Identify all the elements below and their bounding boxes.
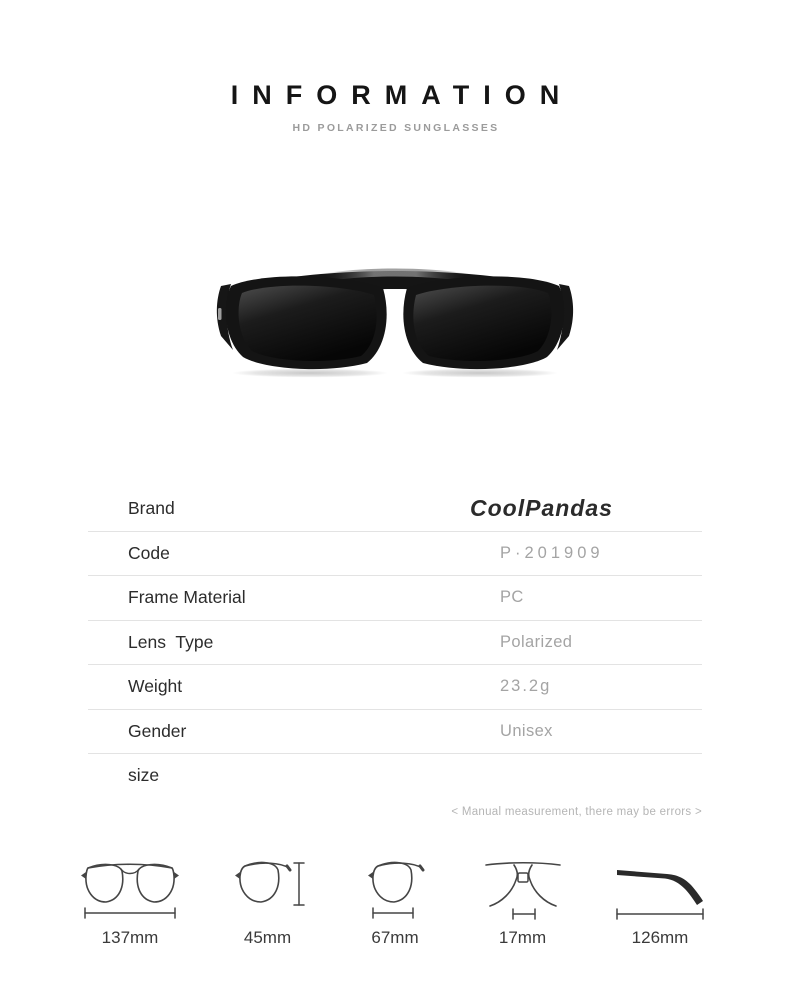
shadow-right — [402, 369, 558, 378]
spec-row-brand — [88, 487, 702, 532]
lens-width-icon — [350, 848, 440, 922]
measurement-temple-length — [600, 848, 720, 948]
spec-label: size — [128, 765, 160, 786]
spec-row-lens-type — [88, 621, 702, 666]
spec-label: Brand — [128, 498, 175, 519]
spec-table — [88, 487, 702, 798]
lens-height-icon — [223, 848, 313, 922]
measurement-lens-height — [218, 848, 318, 948]
spec-row-gender — [88, 710, 702, 755]
spec-row-weight — [88, 665, 702, 710]
lens-height-value: 45mm — [243, 928, 292, 947]
lens-right — [413, 286, 551, 361]
spec-label: Weight — [128, 676, 183, 697]
size-measurements — [70, 848, 720, 948]
spec-row-code — [88, 532, 702, 577]
spec-label: Lens Type — [128, 631, 214, 652]
measurement-lens-width — [345, 848, 445, 948]
frame-width-icon — [75, 848, 185, 922]
spec-value: 23.2g — [500, 677, 552, 696]
spec-row-size — [88, 754, 702, 798]
bridge-width-icon — [478, 848, 568, 922]
spec-value: Polarized — [500, 632, 573, 651]
spec-value: P·201909 — [500, 543, 604, 562]
temple-length-icon — [605, 848, 715, 922]
page-title: INFORMATION — [230, 80, 574, 110]
brand-logo: CoolPandas — [470, 495, 613, 522]
spec-value: Unisex — [500, 721, 553, 740]
spec-label: Frame Material — [128, 587, 246, 608]
spec-label: Code — [128, 542, 170, 563]
lens-width-value: 67mm — [371, 928, 419, 947]
page-subtitle: HD POLARIZED SUNGLASSES — [292, 122, 500, 134]
spec-label: Gender — [128, 720, 187, 741]
temple-length-value: 126mm — [631, 928, 689, 947]
frame-width-value: 137mm — [101, 928, 159, 947]
bridge-width-value: 17mm — [498, 928, 547, 947]
shadow-left — [232, 369, 388, 378]
spec-value: PC — [500, 588, 524, 607]
measurement-frame-width — [70, 848, 190, 948]
measurement-bridge-width — [473, 848, 573, 948]
spec-row-frame-material — [88, 576, 702, 621]
measurement-disclaimer: < Manual measurement, there may be errors > — [451, 806, 702, 818]
sunglasses-product-image — [215, 256, 575, 382]
lens-left — [239, 286, 377, 361]
